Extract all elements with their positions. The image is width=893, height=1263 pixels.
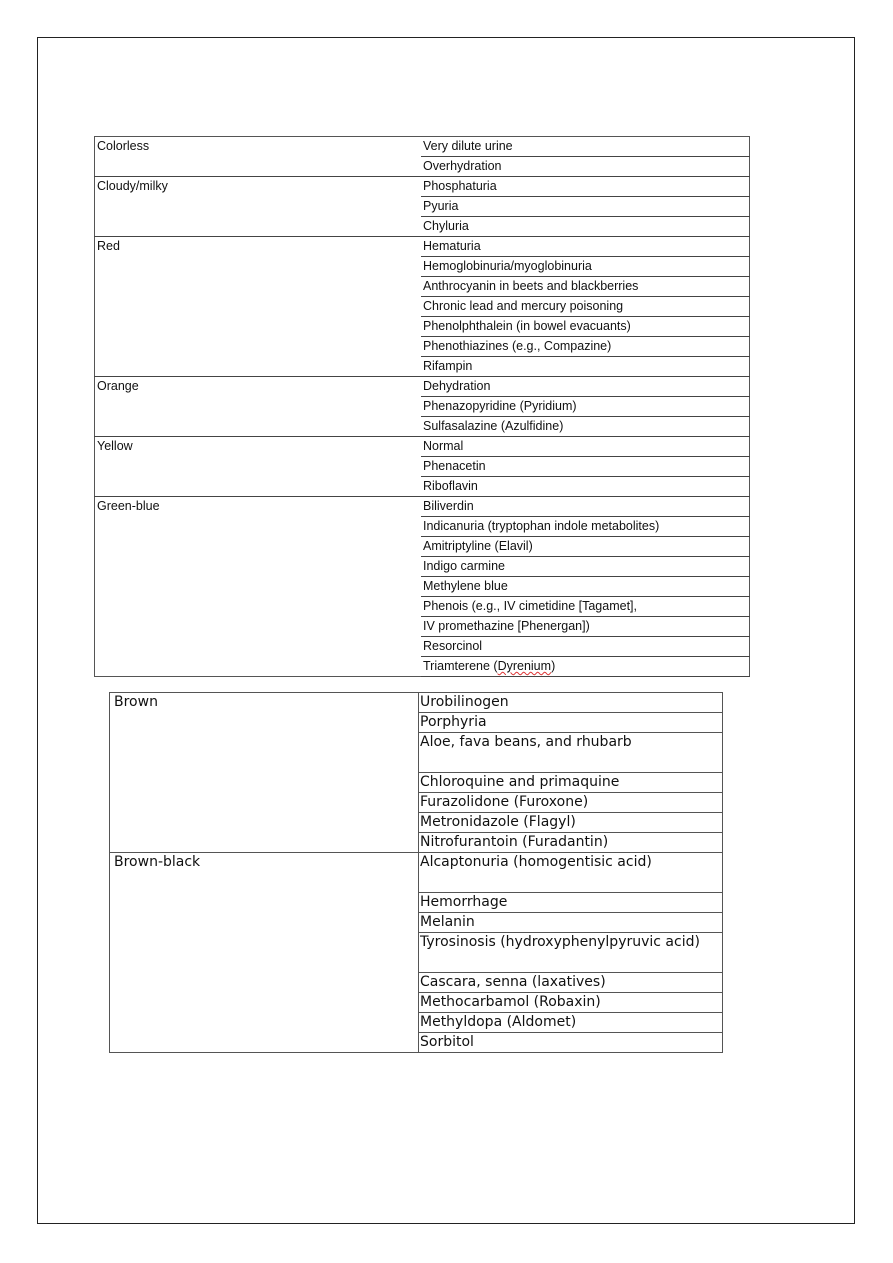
color-name-cell: Red xyxy=(95,237,422,377)
cause-cell: Phosphaturia xyxy=(421,177,750,197)
cause-cell: Metronidazole (Flagyl) xyxy=(419,813,723,833)
cause-cell: Phenois (e.g., IV cimetidine [Tagamet], xyxy=(421,597,750,617)
table-row xyxy=(95,137,750,157)
color-name-cell: Brown-black xyxy=(110,853,419,1053)
cause-cell: Phenacetin xyxy=(421,457,750,477)
cause-cell: Indicanuria (tryptophan indole metabolites) xyxy=(421,517,750,537)
color-name-cell: Orange xyxy=(95,377,422,437)
table-row xyxy=(110,853,723,893)
cause-cell: Sulfasalazine (Azulfidine) xyxy=(421,417,750,437)
cause-cell: Overhydration xyxy=(421,157,750,177)
cause-cell: Chyluria xyxy=(421,217,750,237)
cause-cell: Indigo carmine xyxy=(421,557,750,577)
cause-cell: Normal xyxy=(421,437,750,457)
spellcheck-underline: Dyrenium xyxy=(497,659,552,673)
cause-cell: Aloe, fava beans, and rhubarb xyxy=(419,733,723,773)
cause-cell: Hematuria xyxy=(421,237,750,257)
cause-cell: Very dilute urine xyxy=(421,137,750,157)
cause-cell: Furazolidone (Furoxone) xyxy=(419,793,723,813)
table-row xyxy=(95,437,750,457)
color-name-cell: Brown xyxy=(110,693,419,853)
cause-cell: Urobilinogen xyxy=(419,693,723,713)
cause-cell: Dehydration xyxy=(421,377,750,397)
cause-cell: Sorbitol xyxy=(419,1033,723,1053)
cause-cell: Resorcinol xyxy=(421,637,750,657)
cause-cell: Chloroquine and primaquine xyxy=(419,773,723,793)
table-row xyxy=(95,497,750,517)
cause-cell: Rifampin xyxy=(421,357,750,377)
cause-cell: Phenolphthalein (in bowel evacuants) xyxy=(421,317,750,337)
cause-cell: Chronic lead and mercury poisoning xyxy=(421,297,750,317)
cause-cell: Nitrofurantoin (Furadantin) xyxy=(419,833,723,853)
cause-cell: Cascara, senna (laxatives) xyxy=(419,973,723,993)
cause-cell: IV promethazine [Phenergan]) xyxy=(421,617,750,637)
color-name-cell: Cloudy/milky xyxy=(95,177,422,237)
cause-cell: Riboflavin xyxy=(421,477,750,497)
cause-cell: Methylene blue xyxy=(421,577,750,597)
color-name-cell: Green-blue xyxy=(95,497,422,677)
cause-cell: Hemoglobinuria/myoglobinuria xyxy=(421,257,750,277)
cause-cell: Methocarbamol (Robaxin) xyxy=(419,993,723,1013)
cause-cell: Phenazopyridine (Pyridium) xyxy=(421,397,750,417)
cause-cell: Methyldopa (Aldomet) xyxy=(419,1013,723,1033)
cause-cell: Porphyria xyxy=(419,713,723,733)
table-row xyxy=(95,377,750,397)
cause-cell: Alcaptonuria (homogentisic acid) xyxy=(419,853,723,893)
cause-cell: Biliverdin xyxy=(421,497,750,517)
cause-cell: Tyrosinosis (hydroxyphenylpyruvic acid) xyxy=(419,933,723,973)
cause-cell: Anthrocyanin in beets and blackberries xyxy=(421,277,750,297)
cause-cell: Triamterene (Dyrenium) xyxy=(421,657,750,677)
color-name-cell: Colorless xyxy=(97,139,150,153)
table-row xyxy=(95,237,750,257)
cause-cell: Melanin xyxy=(419,913,723,933)
table-row xyxy=(95,177,750,197)
color-name-cell: Yellow xyxy=(95,437,422,497)
urine-color-table-2 xyxy=(109,692,723,1053)
cause-cell: Hemorrhage xyxy=(419,893,723,913)
cause-cell: Phenothiazines (e.g., Compazine) xyxy=(421,337,750,357)
cause-cell: Pyuria xyxy=(421,197,750,217)
urine-color-table-1 xyxy=(94,136,750,677)
table-row xyxy=(110,693,723,713)
cause-cell: Amitriptyline (Elavil) xyxy=(421,537,750,557)
